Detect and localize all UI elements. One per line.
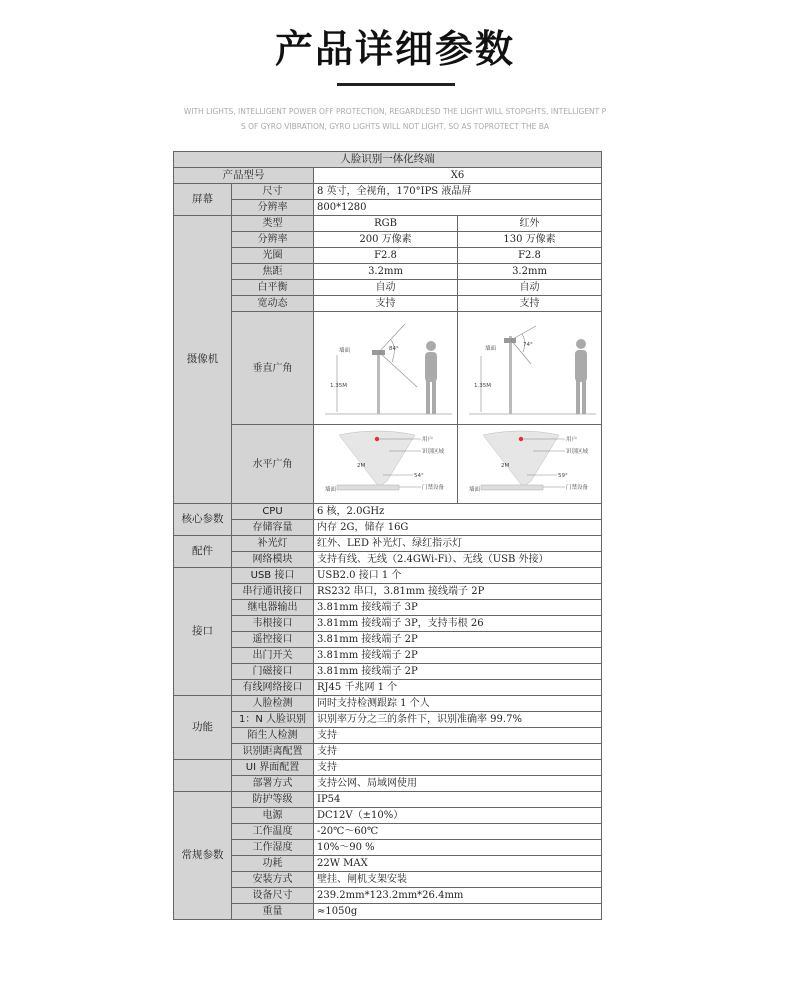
category-function: 功能 [174,696,232,760]
row-value: 壁挂、闸机支架安装 [314,872,602,888]
table-row [174,568,602,584]
camera-col-rgb: RGB [314,216,458,232]
distance-text: 2M [357,463,366,469]
row-label: 韦根接口 [232,616,314,632]
row-value: 10%～90 % [314,840,602,856]
row-label: 重量 [232,904,314,920]
horizontal-diagram-rgb [314,425,458,504]
row-value: 22W MAX [314,856,602,872]
angle-line-top [511,326,536,340]
row-value: 3.81mm 接线端子 3P [314,600,602,616]
row-value: 8 英寸，全视角，170°IPS 液晶屏 [314,184,602,200]
row-value: 同时支持检测跟踪 1 个人 [314,696,602,712]
person-leg-right [432,380,436,414]
subtitle-line-1: WITH LIGHTS, INTELLIGENT POWER OFF PROTECTION, REGARDLESD THE LIGHT WILL STOPGHTS, INTELLIGENT P [183,107,607,116]
table-row [174,680,602,696]
vertical-diagram-svg [461,312,602,424]
user-dot [375,437,379,441]
table-row [174,888,602,904]
wall-text: 墙面 [325,487,337,493]
row-value: 6 核，2.0GHz [314,504,602,520]
spec-table [173,151,602,920]
row-label: 存储容量 [232,520,314,536]
zone-text: 识别区域 [422,449,445,455]
wall-text: 墙面 [469,487,481,493]
wall-post [377,352,380,414]
row-value: 239.2mm*123.2mm*26.4mm [314,888,602,904]
table-row [174,616,602,632]
row-value: 内存 2G，储存 16G [314,520,602,536]
table-row [174,904,602,920]
ir-value: 130 万像素 [458,232,602,248]
table-row [174,648,602,664]
table-row [174,520,602,536]
gate-text: 门禁设备 [422,485,445,491]
person-body [575,350,587,382]
table-row [174,264,602,280]
rgb-value: F2.8 [314,248,458,264]
table-row [174,552,602,568]
device-icon [504,338,516,343]
zone-text: 识别区域 [566,449,589,455]
ir-value: 3.2mm [458,264,602,280]
table-row [174,696,602,712]
table-row-diagram [174,312,602,425]
wall-text: 墙面 [485,346,497,352]
table-row [174,728,602,744]
ir-value: 支持 [458,296,602,312]
camera-col-ir: 红外 [458,216,602,232]
angle-text: 59° [558,473,568,479]
row-label: 宽动态 [232,296,314,312]
table-row [174,200,602,216]
subtitle-line-2: S OF GYRO VIBRATION, GYRO LIGHTS WILL NOT LIGHT, SO AS TOPROTECT THE BA [241,122,549,131]
table-row [174,232,602,248]
table-row [174,168,602,184]
row-value: 支持公网、局域网使用 [314,776,602,792]
table-row [174,776,602,792]
person-body [425,352,437,382]
person-leg-right [582,380,586,414]
table-row [174,808,602,824]
row-label: 遥控接口 [232,632,314,648]
row-value: USB2.0 接口 1 个 [314,568,602,584]
row-label: 光圈 [232,248,314,264]
model-label: 产品型号 [174,168,314,184]
row-label: 有线网络接口 [232,680,314,696]
table-row [174,632,602,648]
title-underline [337,83,455,86]
table-row [174,600,602,616]
person-head [426,341,436,351]
table-row [174,296,602,312]
row-value: 800*1280 [314,200,602,216]
row-label: 串行通讯接口 [232,584,314,600]
table-row [174,216,602,232]
row-value: DC12V（±10%） [314,808,602,824]
user-text: 用户 [422,437,434,443]
table-row [174,856,602,872]
row-value: IP54 [314,792,602,808]
row-label: 分辨率 [232,200,314,216]
row-value: 红外、LED 补光灯、绿红指示灯 [314,536,602,552]
row-label: USB 接口 [232,568,314,584]
row-label: 尺寸 [232,184,314,200]
row-value: 支持 [314,728,602,744]
row-label: 类型 [232,216,314,232]
horizontal-angle-label: 水平广角 [232,425,314,504]
wall-bar [481,485,543,490]
category-accessories: 配件 [174,536,232,568]
row-value: 3.81mm 接线端子 3P，支持韦根 26 [314,616,602,632]
category-camera: 摄像机 [174,216,232,504]
table-row [174,712,602,728]
height-text: 1.35M [330,383,347,389]
rgb-value: 支持 [314,296,458,312]
row-label: 安装方式 [232,872,314,888]
table-row [174,840,602,856]
vertical-diagram-svg [317,312,458,424]
row-label: 白平衡 [232,280,314,296]
row-label: 工作温度 [232,824,314,840]
table-row [174,872,602,888]
row-label: 网络模块 [232,552,314,568]
table-row-diagram [174,425,602,504]
table-row [174,664,602,680]
table-row [174,504,602,520]
row-label: CPU [232,504,314,520]
table-row [174,824,602,840]
row-value: -20℃～60℃ [314,824,602,840]
row-value: ≈1050g [314,904,602,920]
row-value: 3.81mm 接线端子 2P [314,648,602,664]
category-screen: 屏幕 [174,184,232,216]
page-subtitle [150,104,640,134]
row-label: UI 界面配置 [232,760,314,776]
wall-text: 墙面 [339,348,351,354]
category-blank [174,760,232,792]
gate-text: 门禁设备 [566,485,589,491]
distance-text: 2M [501,463,510,469]
row-value: 3.81mm 接线端子 2P [314,664,602,680]
row-value: RS232 串口，3.81mm 接线端子 2P [314,584,602,600]
height-text: 1.35M [474,383,491,389]
rgb-value: 自动 [314,280,458,296]
row-label: 功耗 [232,856,314,872]
row-label: 补光灯 [232,536,314,552]
row-label: 部署方式 [232,776,314,792]
row-value: 支持 [314,760,602,776]
table-row [174,760,602,776]
rgb-value: 3.2mm [314,264,458,280]
angle-line-bottom [379,352,417,387]
table-row [174,280,602,296]
ir-value: F2.8 [458,248,602,264]
row-label: 工作湿度 [232,840,314,856]
vertical-diagram-ir [458,312,602,425]
horizontal-diagram-svg [461,425,602,503]
angle-text: 84° [389,346,399,352]
row-label: 电源 [232,808,314,824]
category-general: 常规参数 [174,792,232,920]
horizontal-diagram-svg [317,425,458,503]
angle-text: 74° [523,342,533,348]
row-label: 门磁接口 [232,664,314,680]
angle-text: 54° [414,473,424,479]
row-label: 设备尺寸 [232,888,314,904]
user-text: 用户 [566,437,578,443]
row-label: 继电器输出 [232,600,314,616]
row-value: 识别率万分之三的条件下，识别准确率 99.7% [314,712,602,728]
ir-value: 自动 [458,280,602,296]
table-header: 人脸识别一体化终端 [174,152,602,168]
table-row [174,744,602,760]
table-row [174,536,602,552]
person-head [576,339,586,349]
wall-post [509,336,512,414]
row-value: RJ45 千兆网 1 个 [314,680,602,696]
row-label: 焦距 [232,264,314,280]
row-label: 出门开关 [232,648,314,664]
user-dot [519,437,523,441]
table-row [174,248,602,264]
row-value: 支持有线、无线（2.4GWi-Fi）、无线（USB 外接） [314,552,602,568]
table-row [174,792,602,808]
row-label: 防护等级 [232,792,314,808]
vertical-diagram-rgb [314,312,458,425]
person-leg-left [426,380,430,414]
table-row [174,184,602,200]
person-silhouette [575,339,587,414]
horizontal-diagram-ir [458,425,602,504]
table-header-row [174,152,602,168]
row-value: 支持 [314,744,602,760]
row-label: 陌生人检测 [232,728,314,744]
person-leg-left [576,380,580,414]
row-label: 识别距离配置 [232,744,314,760]
row-value: 3.81mm 接线端子 2P [314,632,602,648]
wall-bar [337,485,399,490]
rgb-value: 200 万像素 [314,232,458,248]
vertical-angle-label: 垂直广角 [232,312,314,425]
row-label: 人脸检测 [232,696,314,712]
person-silhouette [425,341,437,414]
category-core: 核心参数 [174,504,232,536]
row-label: 1：N 人脸识别 [232,712,314,728]
device-icon [372,350,385,355]
category-interface: 接口 [174,568,232,696]
table-row [174,584,602,600]
page-title: 产品详细参数 [274,27,515,71]
row-label: 分辨率 [232,232,314,248]
model-value: X6 [314,168,602,184]
